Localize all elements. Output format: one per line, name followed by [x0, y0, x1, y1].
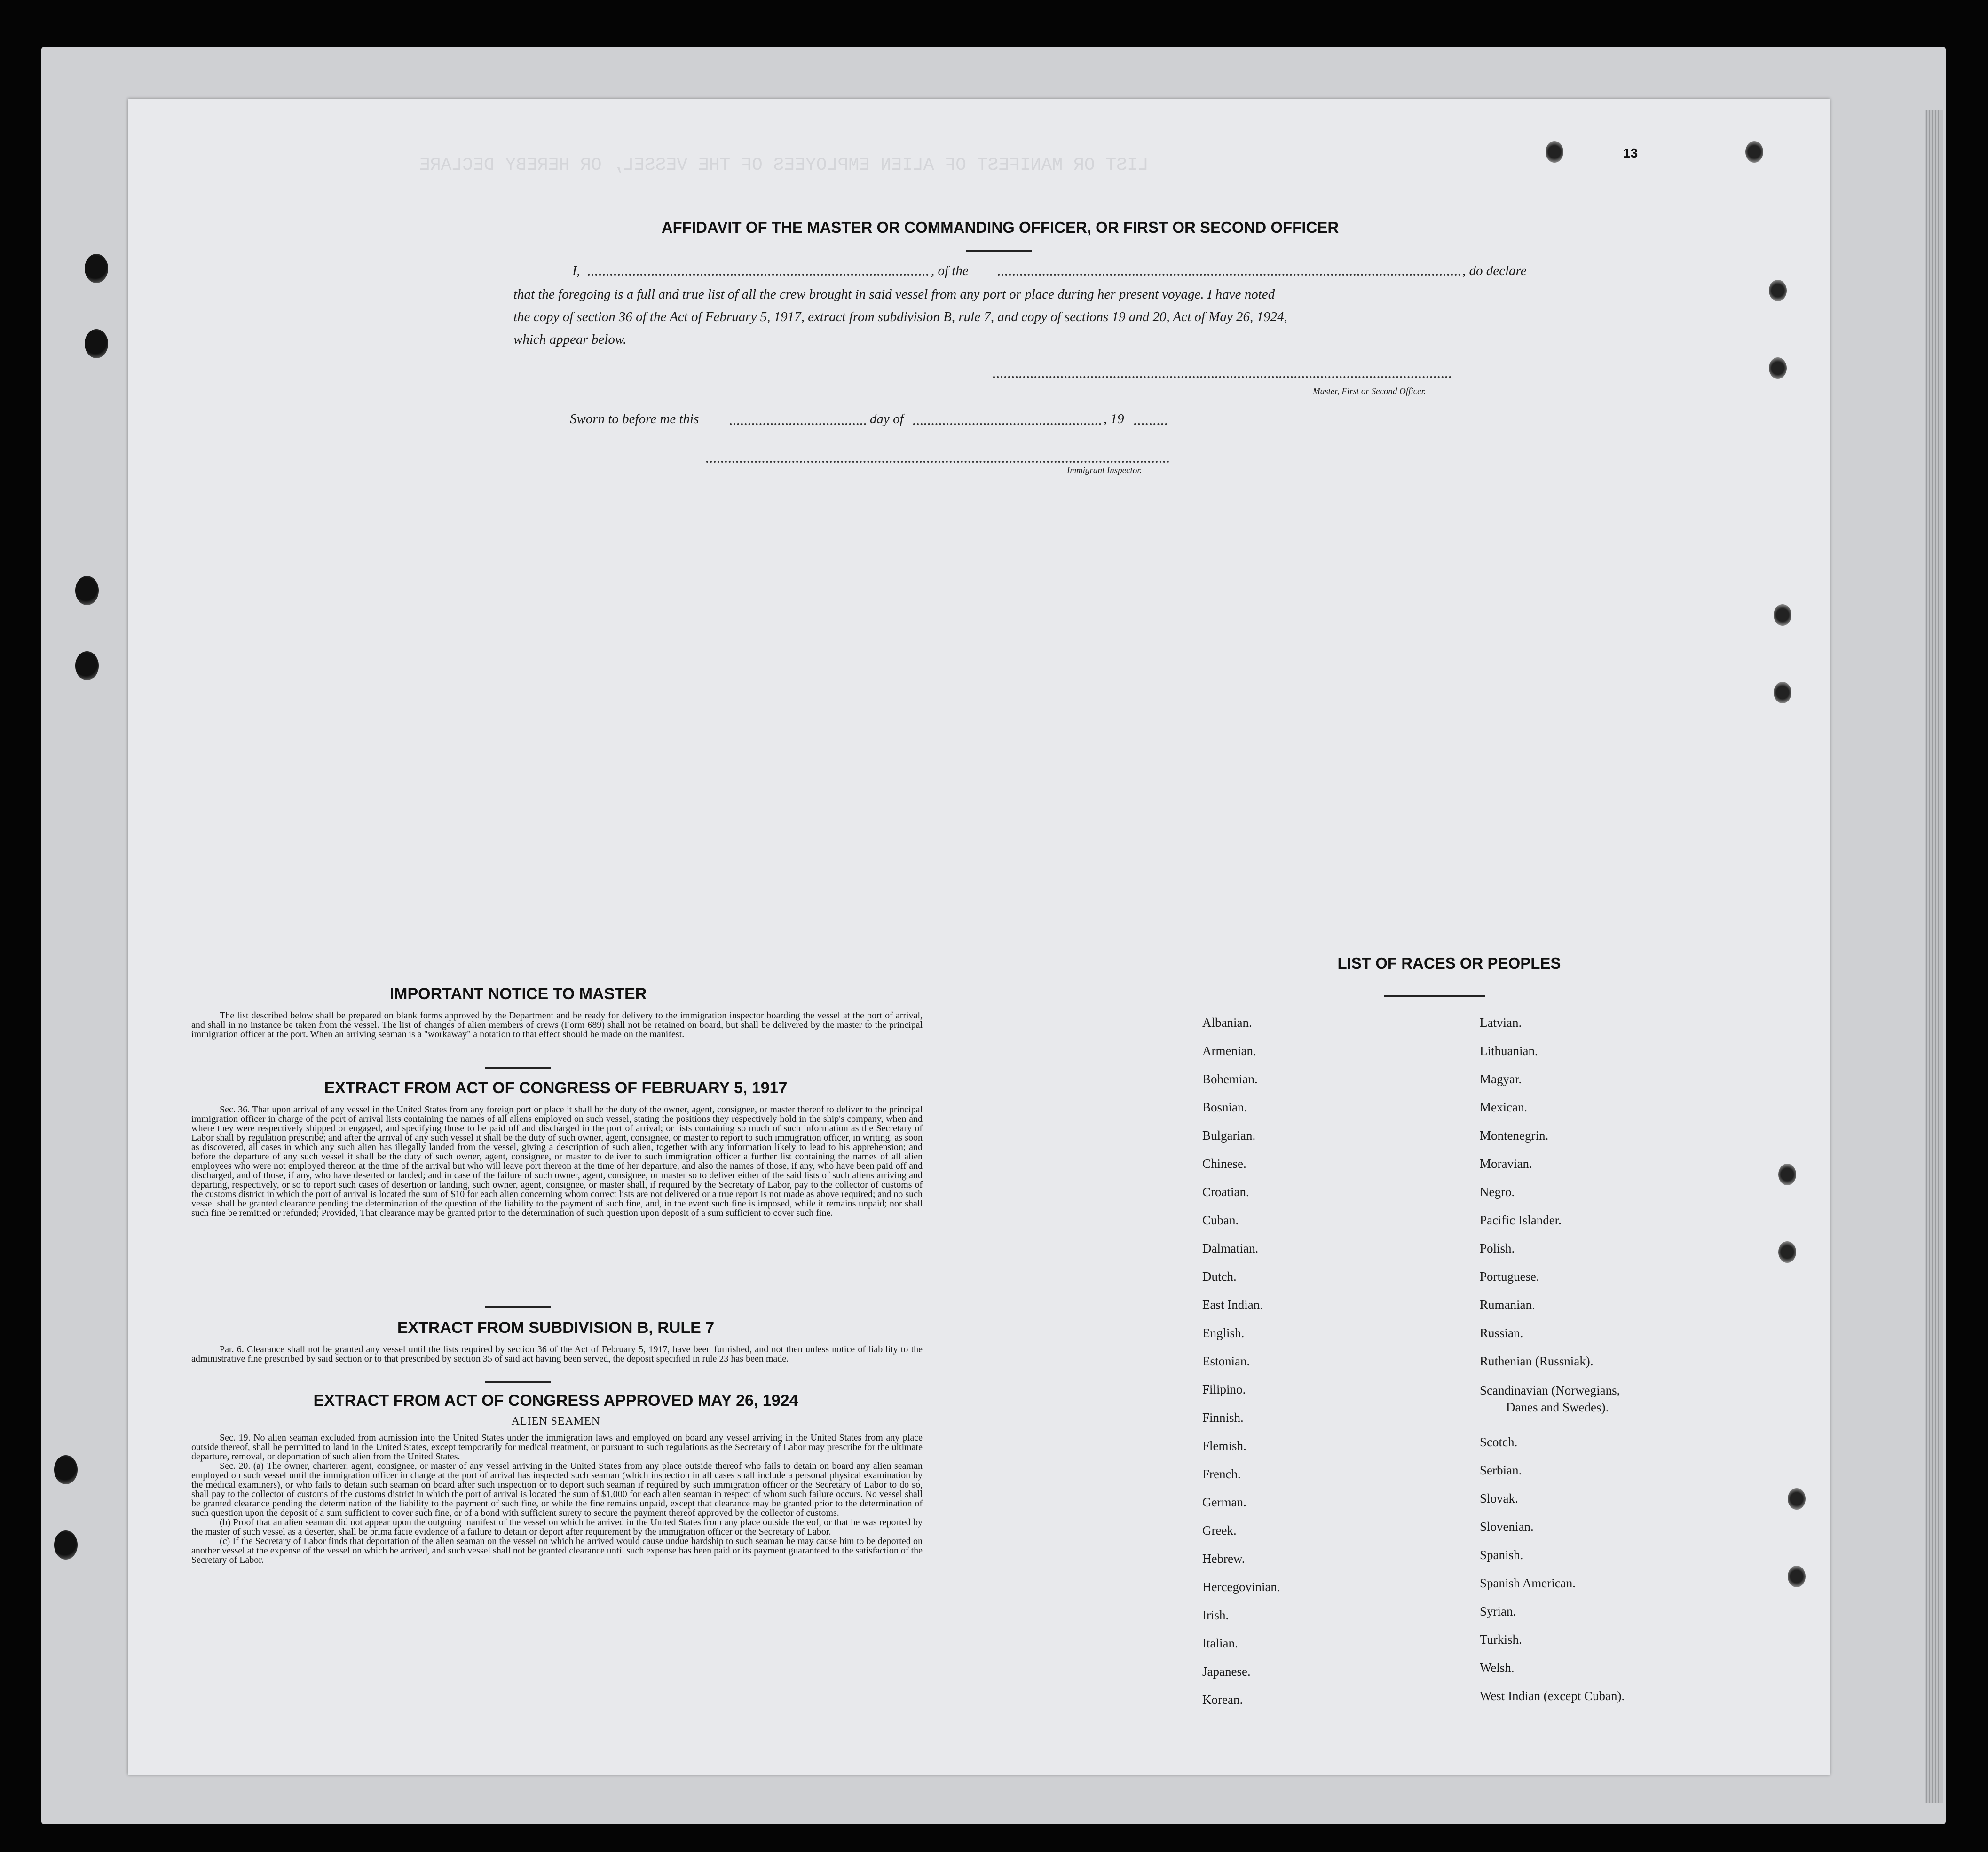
- sworn-year-blank: [1134, 423, 1167, 425]
- sworn-year-label: , 19: [1104, 411, 1124, 426]
- race-item: Bosnian.: [1202, 1100, 1247, 1114]
- race-item: Portuguese.: [1480, 1269, 1539, 1284]
- races-title: LIST OF RACES OR PEOPLES: [1337, 954, 1561, 972]
- race-item: Irish.: [1202, 1608, 1229, 1622]
- section-20b-text: (b) Proof that an alien seaman did not appear upon the outgoing manifest of the vessel on which he arrived in the United States from any place outside thereof, or that he was reported by the master of such vessel as a deserter, shall be prima facie evidence of a failure to detain or deport after requirement by the immigration officer or the Secretary of Labor.: [191, 1517, 923, 1537]
- punch-hole: [1745, 141, 1763, 163]
- race-item: Serbian.: [1480, 1463, 1522, 1477]
- declarant-name-blank: [588, 274, 929, 276]
- race-item: Montenegrin.: [1480, 1128, 1549, 1143]
- race-item: Hercegovinian.: [1202, 1580, 1280, 1594]
- punch-hole: [1769, 357, 1787, 379]
- race-item: Polish.: [1480, 1241, 1515, 1255]
- punch-hole: [1788, 1566, 1806, 1587]
- section-20c-text: (c) If the Secretary of Labor finds that deportation of the alien seaman on the vessel on which he arrived would cause undue hardship to such seaman he may cause him to be deported on another vessel at the expense of the vessel on which he arrived, and such vessel shall not be granted clearance until such expense has been paid or its payment guaranteed to the satisfaction of the Secretary of Labor.: [191, 1536, 923, 1565]
- extract-1924-subtitle: ALIEN SEAMEN: [511, 1415, 600, 1427]
- race-item: Ruthenian (Russniak).: [1480, 1354, 1594, 1368]
- sworn-day-of-label: day of: [870, 411, 904, 426]
- extract-1924-title: EXTRACT FROM ACT OF CONGRESS APPROVED MAY 26, 1924: [313, 1392, 798, 1410]
- race-item: Filipino.: [1202, 1382, 1246, 1396]
- race-item: Bulgarian.: [1202, 1128, 1256, 1143]
- punch-hole: [1778, 1241, 1796, 1263]
- extract-1917-title: EXTRACT FROM ACT OF CONGRESS OF FEBRUARY 5, 1917: [324, 1079, 788, 1097]
- binder-hole: [85, 254, 108, 283]
- manifest-page: [128, 99, 1830, 1775]
- inspector-caption: Immigrant Inspector.: [1067, 465, 1142, 475]
- punch-hole: [1774, 604, 1791, 626]
- race-item: Welsh.: [1480, 1661, 1515, 1675]
- race-item: French.: [1202, 1467, 1241, 1481]
- race-item: East Indian.: [1202, 1298, 1263, 1312]
- binder-hole: [75, 651, 99, 680]
- race-item: Bohemian.: [1202, 1072, 1258, 1086]
- affidavit-line-4: which appear below.: [513, 332, 627, 347]
- affidavit-title: AFFIDAVIT OF THE MASTER OR COMMANDING OFFICER, OR FIRST OR SECOND OFFICER: [661, 219, 1339, 236]
- races-rule: [1384, 995, 1485, 997]
- affidavit-line-1: [572, 263, 1581, 282]
- section-19-text: Sec. 19. No alien seaman excluded from admission into the United States under the immigration laws and employed on board any vessel arriving in the United States from any place outside thereof, shall be permitted to land in the United States, except temporarily for medical treatment, or pursuant to such regulations as the Secretary of Labor may prescribe for the ultimate departure, removal, or deportation of such alien from the United States.: [191, 1433, 923, 1462]
- race-item: Spanish.: [1480, 1548, 1523, 1562]
- race-item-line: Danes and Swedes).: [1506, 1400, 1609, 1414]
- race-item: Slovak.: [1480, 1491, 1518, 1505]
- vessel-name-blank: [998, 274, 1461, 276]
- page-marker: 13: [1623, 146, 1638, 160]
- race-item: Chinese.: [1202, 1157, 1246, 1171]
- race-item: Slovenian.: [1480, 1520, 1534, 1534]
- sworn-day-blank: [730, 423, 866, 425]
- race-item: Mexican.: [1480, 1100, 1528, 1114]
- punch-hole: [1778, 1164, 1796, 1185]
- punch-hole: [1774, 682, 1791, 703]
- notice-rule: [485, 1067, 551, 1069]
- affidavit-rule: [966, 250, 1032, 252]
- races-right-column: [1480, 1009, 1771, 1710]
- race-item: Greek.: [1202, 1523, 1237, 1537]
- page-edges: [1925, 110, 1943, 1803]
- race-item: Magyar.: [1480, 1072, 1522, 1086]
- race-item: Flemish.: [1202, 1439, 1246, 1453]
- binder-hole: [85, 329, 108, 358]
- race-item: Dalmatian.: [1202, 1241, 1259, 1255]
- sworn-month-blank: [913, 423, 1101, 425]
- race-item: Cuban.: [1202, 1213, 1239, 1227]
- section-20a-text: Sec. 20. (a) The owner, charterer, agent, consignee, or master of any vessel arriving in the United States from any place outside thereof who fails to detain on board any alien seaman employed on such vessel until the immigration officer in charge at the port of arrival has inspected such seaman (which inspection in all cases shall include a personal physical examination by the medical examiners), or who fails to detain such seaman on board after such inspection or to deport such seaman if required by such immigration officer or the Secretary of Labor to do so, shall pay to the collector of customs of the customs district in which the port of arrival is located the sum of $1,000 for each alien seaman in respect of whom such failure occurs. No vessel shall be granted clearance pending the determination of the liability to the payment of such fine, or while the fine remains unpaid, except that clearance may be granted prior to the determination of such question upon the deposit of a sum sufficient to cover such fine, or of a bond with sufficient surety to secure the payment thereof approved by the collector of customs.: [191, 1461, 923, 1518]
- races-left-column: [1202, 1009, 1447, 1714]
- race-item: Dutch.: [1202, 1269, 1237, 1284]
- race-item: Syrian.: [1480, 1604, 1516, 1618]
- vessel-of-label: , of the: [931, 263, 969, 278]
- race-item: Russian.: [1480, 1326, 1523, 1340]
- rule7-rule: [485, 1381, 551, 1383]
- race-item: Pacific Islander.: [1480, 1213, 1562, 1227]
- rule7-body: Par. 6. Clearance shall not be granted any vessel until the lists required by section 36 of the Act of February 5, 1917, have been furnished, and not then unless notice of liability to the administrative fine prescribed by said section or to that prescribed by section 35 of said act having been served, the deposit specified in rule 23 has been made.: [191, 1344, 923, 1364]
- inspector-signature-line: [706, 461, 1169, 463]
- extract-1917-rule: [485, 1306, 551, 1308]
- notice-title: IMPORTANT NOTICE TO MASTER: [389, 985, 647, 1003]
- race-item: English.: [1202, 1326, 1245, 1340]
- race-item-line: Scandinavian (Norwegians,: [1480, 1383, 1620, 1397]
- race-item: Finnish.: [1202, 1411, 1244, 1425]
- rule7-title: EXTRACT FROM SUBDIVISION B, RULE 7: [397, 1319, 715, 1337]
- race-item: Scotch.: [1480, 1435, 1518, 1449]
- race-item: [1480, 1375, 1771, 1428]
- race-item: German.: [1202, 1495, 1246, 1509]
- punch-hole: [1769, 280, 1787, 301]
- bleed-through: LIST OR MANIFEST OF ALIEN EMPLOYEES OF THE VESSEL, OR HEREBY DECLARE: [419, 155, 1149, 175]
- race-item: Moravian.: [1480, 1157, 1532, 1171]
- extract-1917-body: Sec. 36. That upon arrival of any vessel in the United States from any foreign port or place it shall be the duty of the owner, agent, consignee, or master thereof to deliver to the principal immigration officer in charge of the port of arrival lists containing the names of all aliens employed on such vessel, stating the positions they respectively hold in the ship's company, when and where they were respectively shipped or engaged, and specifying those to be paid off and discharged in the port of arrival; or lists containing so much of such information as the Secretary of Labor shall by regulation prescribe; and after the arrival of any such vessel it shall be the duty of such owner, agent, consignee, or master to report to such immigration officer, in writing, as soon as discovered, all cases in which any such alien has illegally landed from the vessel, giving a description of such alien, together with any information likely to lead to his apprehension; and before the departure of any such vessel it shall be the duty of such owner, agent, consignee, or master to deliver to such immigration officer a further list containing the names of all alien employees who were not employed thereon at the time of the arrival but who will leave port thereon at the time of her departure, and also the names of those, if any, who have been paid off and discharged, and of those, if any, who have deserted or landed; and in case of the failure of such owner, agent, consignee, or master so to deliver either of the said lists of such aliens arriving and departing, respectively, or so to report such cases of desertion or landing, such owner, agent, consignee, or master shall, if required by the Secretary of Labor, pay to the collector of customs of the customs district in which the port of arrival is located the sum of $10 for each alien concerning whom correct lists are not delivered or a true report is not made as above required; and no such vessel shall be granted clearance pending the determination of the question of the liability to the payment of such fine, and, in the event such fine is imposed, while it remains unpaid; nor shall such fine be remitted or refunded; Provided, That clearance may be granted prior to the determination of such question upon deposit of a sum sufficient to cover such fine.: [191, 1104, 923, 1218]
- affidavit-line-2: that the foregoing is a full and true list of all the crew brought in said vessel from any port or place during her present voyage. I have noted: [513, 287, 1275, 302]
- race-item: Negro.: [1480, 1185, 1515, 1199]
- affidavit-line-3: the copy of section 36 of the Act of February 5, 1917, extract from subdivision B, rule 7, and copy of sections 19 and 20, Act of May 26, 1924,: [513, 309, 1287, 324]
- binder-hole: [75, 576, 99, 605]
- race-item: Hebrew.: [1202, 1552, 1245, 1566]
- punch-hole: [1788, 1488, 1806, 1510]
- declarant-label: I,: [572, 263, 580, 278]
- race-item: West Indian (except Cuban).: [1480, 1689, 1625, 1703]
- race-item: Lithuanian.: [1480, 1044, 1538, 1058]
- race-item: Albanian.: [1202, 1016, 1252, 1030]
- race-item: Japanese.: [1202, 1664, 1251, 1679]
- race-item: Rumanian.: [1480, 1298, 1535, 1312]
- race-item: Italian.: [1202, 1636, 1238, 1650]
- master-caption: Master, First or Second Officer.: [1313, 386, 1426, 396]
- declare-label: , do declare: [1462, 263, 1527, 278]
- extract-1924-body: [191, 1433, 923, 1565]
- race-item: Turkish.: [1480, 1632, 1522, 1647]
- master-signature-line: [993, 376, 1452, 378]
- race-item: Korean.: [1202, 1693, 1243, 1707]
- race-item: Croatian.: [1202, 1185, 1249, 1199]
- race-item: Armenian.: [1202, 1044, 1256, 1058]
- binder-hole: [54, 1455, 78, 1484]
- race-item: Estonian.: [1202, 1354, 1250, 1368]
- race-item: Latvian.: [1480, 1016, 1522, 1030]
- race-item: Spanish American.: [1480, 1576, 1576, 1590]
- punch-hole: [1546, 141, 1563, 163]
- notice-body: The list described below shall be prepared on blank forms approved by the Department and be ready for delivery to the immigration inspector boarding the vessel at the port of arrival, and shall in no instance be taken from the vessel. The list of changes of alien members of crews (Form 689) shall not be retained on board, but shall be delivered by the master to the principal immigration officer at the port. When an arriving seaman is a "workaway" a notation to that effect should be made on the manifest.: [191, 1010, 923, 1040]
- binder-hole: [54, 1530, 78, 1560]
- sworn-label: Sworn to before me this: [570, 411, 699, 426]
